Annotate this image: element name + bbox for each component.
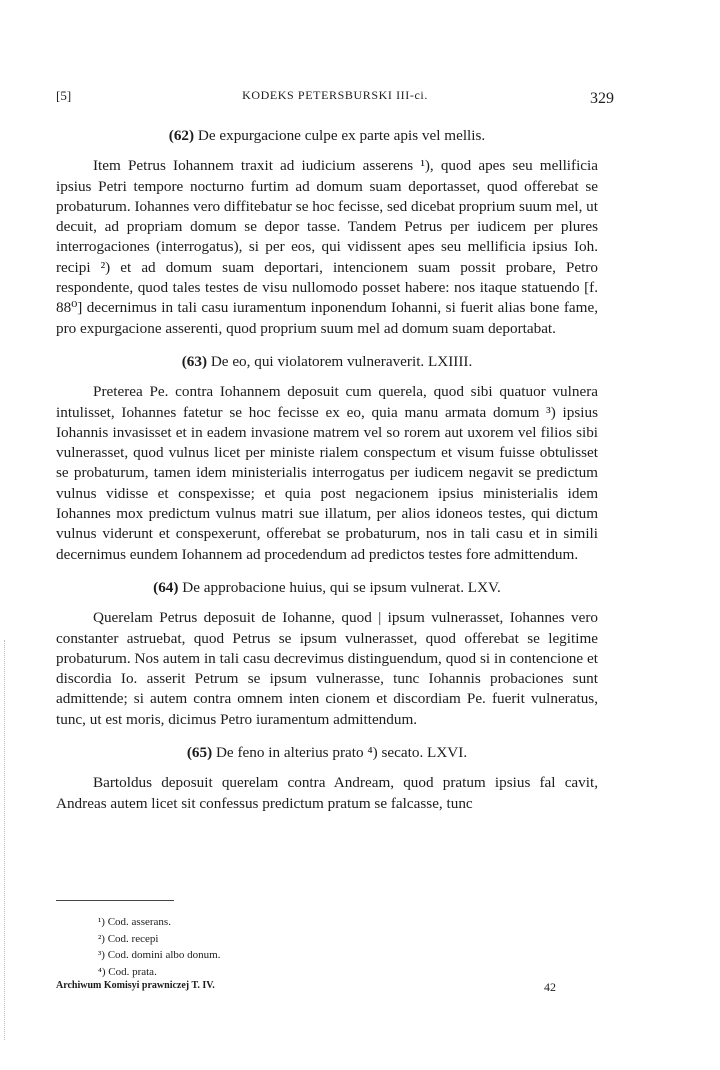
- section-heading: De expurgacione culpe ex parte apis vel mellis.: [197, 127, 486, 144]
- paragraph: [56, 382, 598, 565]
- text-line: conspexisse; et quia post negacionem ipsius ministerialis idem Iohannes mox: [56, 484, 599, 523]
- section-title: [56, 578, 598, 598]
- header-title: KODEKS PETERSBURSKI III-ci.: [242, 88, 428, 102]
- section-heading: De approbacione huius, qui se ipsum vulnerat. LXV.: [182, 578, 501, 596]
- text-line: vulnus viderunt et conspexerunt, offerebat se probaturum, nos in tali casu: [56, 525, 529, 543]
- section-65: [56, 743, 598, 814]
- running-header: [56, 88, 614, 108]
- section-number: (62): [168, 127, 195, 144]
- footer-signature-number: 42: [544, 980, 556, 994]
- footnote-divider: [56, 900, 174, 901]
- text-line: ministerialis interrogatus per iudicem negavit se predictum vulnus vidisse et: [56, 464, 598, 502]
- text-line: se legitime probaturum. Nos autem in tali casu decrevimus distinguendum,: [56, 629, 598, 667]
- text-line: mellificia ipsius Petri tempore nocturno furtim ad domum suam deportasset,: [56, 157, 598, 195]
- text-line: quod si in contencione et discordia Io. asserit Petrum se ipsum vulnerasse,: [56, 649, 598, 688]
- section-number: (64): [153, 578, 179, 596]
- text-line: vero constanter astruebat, quod Petrus se ipsum vulnerasset, quod offerebat: [56, 609, 598, 647]
- text-line: tunc Iohannis probaciones sunt admittende; si autem contra omnem inten: [56, 670, 598, 708]
- section-heading: De feno in alterius prato ⁴) secato. LXVI.: [215, 744, 468, 762]
- text-line: cionem et discordiam Pe. fuerit vulneratus, tunc, ut est moris, dicimus Petro: [56, 690, 598, 728]
- text-line: rorem aut uxorem vel filios sibi vulnerasset, quod vulnus licet per ministe: [56, 423, 599, 462]
- text-line: rialem conspectum et visum fuisse obtulisset se probaturum, tamen idem: [56, 444, 599, 482]
- text-line: sed dicebat proprium suum mel, ut decuit, ad propriam domum se depor: [56, 197, 598, 236]
- text-line: quod offerebat se probaturum. Iohannes vero diffitebatur se hoc fecisse,: [56, 177, 598, 215]
- section-title: [56, 352, 598, 372]
- page-number: 329: [590, 90, 614, 107]
- paragraph: [56, 773, 598, 814]
- section-64: [56, 578, 598, 730]
- section-heading: De eo, qui violatorem vulneraverit. LXIIII.: [210, 352, 473, 370]
- section-62: [56, 126, 598, 339]
- scan-margin-mark: [4, 640, 6, 1040]
- footnote: ²) Cod. recepi: [98, 932, 159, 945]
- text-line: cavit, Andreas autem licet sit confessus predictum pratum se falcasse, tunc: [56, 774, 598, 812]
- text-line: tasse. Tandem Petrus per iudicem per plures interrogaciones (interrogatus),: [56, 218, 598, 256]
- footnotes: [98, 914, 220, 980]
- text-line: tales testes de visu nullomodo posset habere: nos itaque statuendo [f. 88⁰]: [56, 279, 598, 317]
- section-title: [56, 743, 598, 763]
- text-line: fame, pro expurgacione asserenti, quod proprium suum mel ad domum suam: [56, 299, 598, 337]
- text-line: testes fore admittendum.: [428, 545, 579, 563]
- text-line: si per eos, qui vidissent apes seu mellificia ipsius Ioh. recipi ²) et ad domum: [56, 238, 598, 276]
- text-line: et in simili decernimus eundem Iohannem ad procedendum ad predictos: [56, 525, 598, 563]
- text-line: suam deportari, intencionem suam possit probare, Petro respondente, quod: [56, 258, 598, 297]
- page-footer: [56, 980, 556, 994]
- footer-series-title: Archiwum Komisyi prawniczej T. IV.: [56, 980, 215, 991]
- text-line: predictum vulnus matri sue illatum, per alios idoneos testes, qui dictum: [148, 505, 599, 523]
- text-line: deportabat.: [488, 319, 556, 337]
- text-line: Item Petrus Iohannem traxit ad iudicium asserens ¹), quod apes seu: [93, 157, 540, 175]
- text-line: Querelam Petrus deposuit de Iohanne, quod | ipsum vulnerasset, Iohannes: [93, 609, 571, 627]
- header-section-mark: [5]: [56, 88, 72, 103]
- text-line: domum ³) ipsius Iohannis invasisset et in eadem invasione matrem vel so: [56, 403, 598, 441]
- text-line: Bartoldus deposuit querelam contra Andream, quod pratum ipsius fal: [93, 774, 556, 792]
- main-text: [56, 126, 598, 827]
- footnote: ⁴) Cod. prata.: [98, 965, 157, 978]
- footnote: ¹) Cod. asserans.: [98, 916, 171, 928]
- text-line: vulnera intulisset, Iohannes fatetur se hoc fecisse ex eo, quia manu armata: [56, 383, 598, 421]
- footnote: ³) Cod. domini albo donum.: [98, 949, 221, 961]
- text-line: Preterea Pe. contra Iohannem deposuit cum querela, quod sibi quatuor: [93, 383, 553, 401]
- text-line: iuramentum admittendum.: [255, 710, 418, 728]
- paragraph: [56, 156, 598, 339]
- section-63: [56, 352, 598, 565]
- section-number: (65): [186, 744, 213, 762]
- section-number: (63): [181, 352, 208, 370]
- text-line: decernimus in tali casu iuramentum inponendum Iohanni, si fuerit alias bone: [86, 299, 564, 317]
- paragraph: [56, 608, 598, 730]
- section-title: [56, 126, 598, 146]
